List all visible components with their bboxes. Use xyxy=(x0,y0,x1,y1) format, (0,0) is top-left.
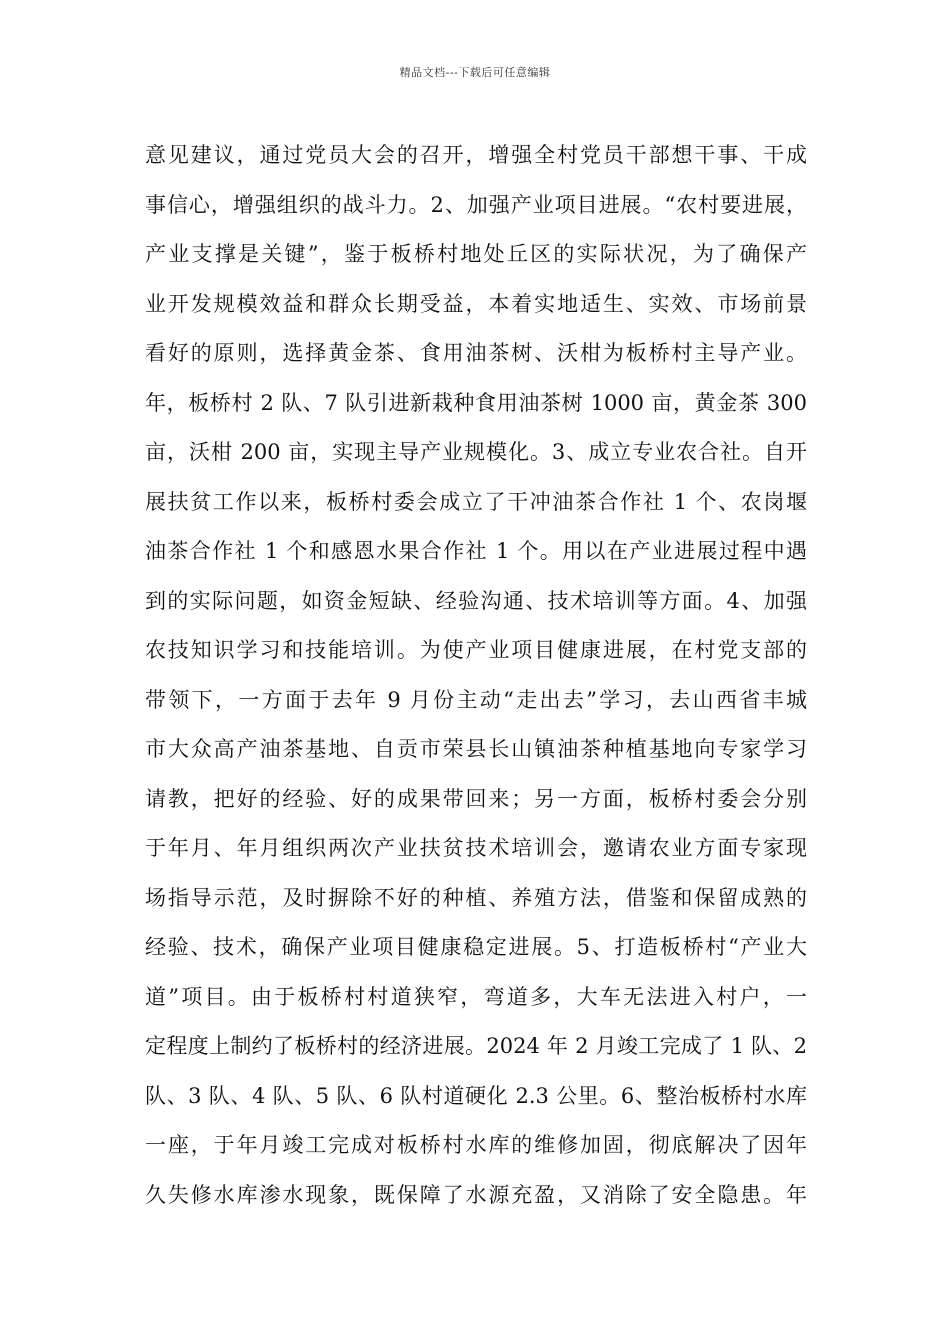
body-paragraph xyxy=(145,131,807,1220)
text-line: 业开发规模效益和群众长期受益，本着实地适生、实效、市场前景 xyxy=(145,291,807,316)
text-line: 市大众高产油茶基地、自贡市荣县长山镇油茶种植基地向专家学习 xyxy=(145,737,807,761)
text-line: 一座，于年月竣工完成对板桥村水库的维修加固，彻底解决了因年 xyxy=(145,1133,807,1157)
text-line: 到的实际问题，如资金短缺、经验沟通、技术培训等方面。4、加强 xyxy=(145,588,807,613)
text-line: 意见建议，通过党员大会的召开，增强全村党员干部想干事、干成 xyxy=(145,143,807,167)
text-line: 定程度上制约了板桥村的经济进展。2024 年 2 月竣工完成了 1 队、2 xyxy=(145,1034,807,1058)
text-line: 亩，沃柑 200 亩，实现主导产业规模化。3、成立专业农合社。自开 xyxy=(145,440,807,464)
text-line: 于年月、年月组织两次产业扶贫技术培训会，邀请农业方面专家现 xyxy=(145,836,807,860)
page-header: 精品文档---下载后可任意编辑 xyxy=(399,66,551,79)
text-line: 经验、技术，确保产业项目健康稳定进展。5、打造板桥村“产业大 xyxy=(145,935,807,959)
text-line: 展扶贫工作以来，板桥村委会成立了干冲油茶合作社 1 个、农岗堰 xyxy=(145,489,807,514)
text-line: 久失修水库渗水现象，既保障了水源充盈，又消除了安全隐患。年 xyxy=(145,1182,807,1207)
text-line: 场指导示范，及时摒除不好的种植、养殖方法，借鉴和保留成熟的 xyxy=(145,885,807,910)
text-line: 事信心，增强组织的战斗力。2、加强产业项目进展。“农村要进展， xyxy=(145,192,807,217)
text-line: 带领下，一方面于去年 9 月份主动“走出去”学习，去山西省丰城 xyxy=(145,687,807,712)
text-line: 油茶合作社 1 个和感恩水果合作社 1 个。用以在产业进展过程中遇 xyxy=(145,539,807,563)
text-line: 道”项目。由于板桥村村道狭窄，弯道多，大车无法进入村户，一 xyxy=(145,984,807,1009)
text-line: 年，板桥村 2 队、7 队引进新栽种食用油茶树 1000 亩，黄金茶 300 xyxy=(145,390,807,415)
text-line: 农技知识学习和技能培训。为使产业项目健康进展，在村党支部的 xyxy=(145,638,807,662)
text-line: 看好的原则，选择黄金茶、食用油茶树、沃柑为板桥村主导产业。 xyxy=(145,341,807,365)
text-line: 请教，把好的经验、好的成果带回来；另一方面，板桥村委会分别 xyxy=(145,786,807,811)
text-line: 产业支撑是关键”，鉴于板桥村地处丘区的实际状况，为了确保产 xyxy=(145,242,807,266)
text-line: 队、3 队、4 队、5 队、6 队村道硬化 2.3 公里。6、整治板桥村水库 xyxy=(145,1083,807,1108)
